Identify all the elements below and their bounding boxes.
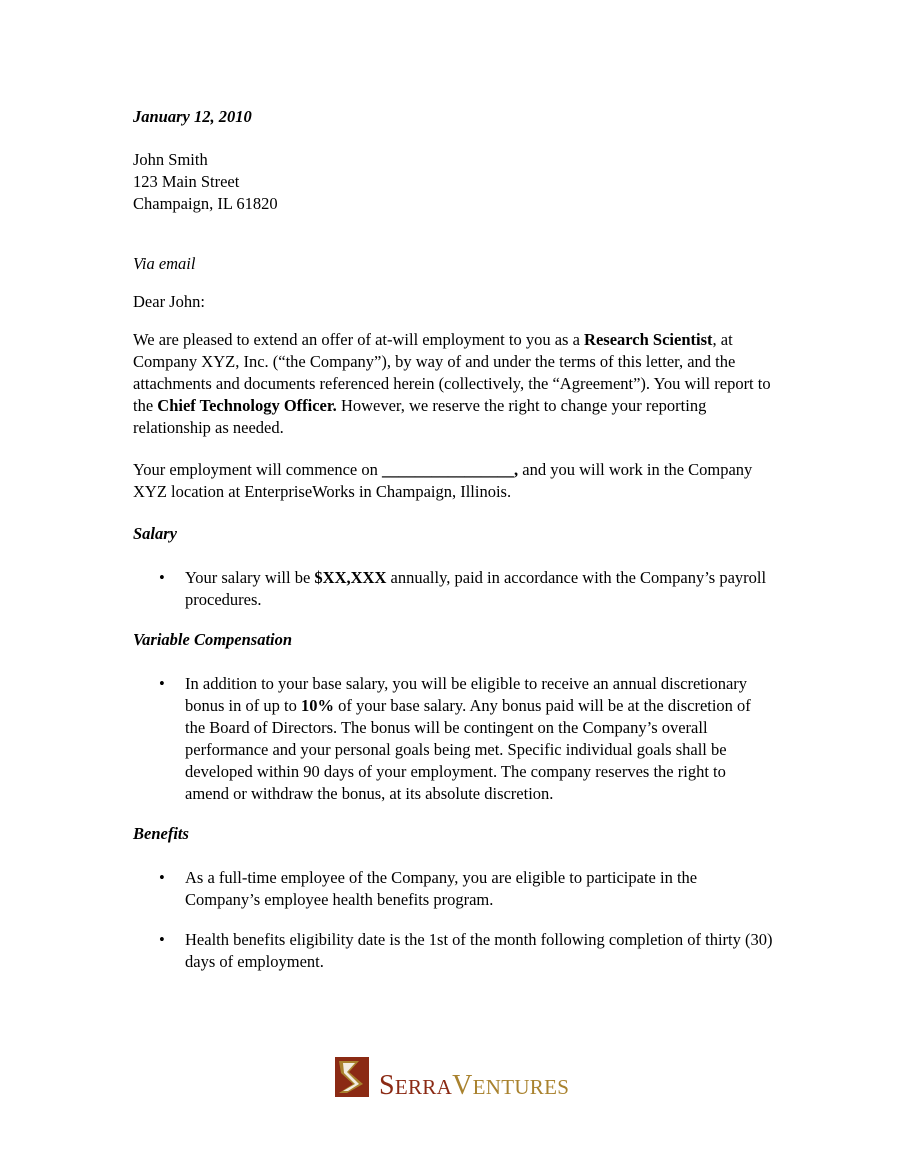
variable-comp-heading: Variable Compensation [133,630,293,649]
list-item [133,929,773,973]
benefits-list [133,867,773,973]
list-item [133,867,773,911]
bonus-text-1: In addition to your base salary, you will be eligible to receive an annual discretionary bonus in of up to [185,674,748,715]
recipient-city: Champaign, IL 61820 [133,194,278,213]
logo-word2-rest: ENTURES [472,1075,570,1099]
salary-text-2: annually, paid in accordance with the Company’s payroll procedures. [185,568,767,609]
logo-word1-cap: S [379,1070,395,1101]
bullet-icon: • [159,568,165,587]
bonus-text-2: of your base salary. Any bonus paid will be at the discretion of the Board of Directors. The bonus will be contingent on the Company’s overall performance and your personal goals being met. Specific individual goals shall be developed within 90 days of your employment. The company reserves the right to amend or withdraw the bonus, at its absolute discretion. [185,696,751,803]
benefits-heading: Benefits [133,824,189,843]
start-text-1: Your employment will commence on [133,460,382,479]
salary-heading: Salary [133,524,178,543]
salary-text-1: Your salary will be [185,568,315,587]
logo-wordmark [379,1070,569,1102]
salary-list [133,567,773,611]
company-logo [333,1056,573,1100]
recipient-street: 123 Main Street [133,172,240,191]
letter-date: January 12, 2010 [133,107,252,126]
logo-word1-rest: ERRA [394,1075,453,1099]
benefits-text-1: As a full-time employee of the Company, you are eligible to participate in the Company’s employee health benefits program. [185,868,698,909]
start-date-blank: ________________, [382,460,519,479]
bullet-icon: • [159,930,165,949]
benefits-text-2: Health benefits eligibility date is the 1st of the month following completion of thirty (30) days of employment. [185,930,773,971]
start-date-paragraph [133,459,773,503]
letter-body [133,106,773,991]
offer-text-1: We are pleased to extend an offer of at-will employment to you as a [133,330,585,349]
offer-text-3: However, we reserve the right to change your reporting relationship as needed. [133,396,707,437]
offer-text-2: , at Company XYZ, Inc. (“the Company”), by way of and under the terms of this letter, and the attachments and documents referenced herein (collectively, the “Agreement”). You will report to the [133,330,771,415]
salary-amount: $XX,XXX [314,568,387,587]
logo-word2-cap: V [452,1070,473,1101]
bullet-icon: • [159,674,165,693]
offer-paragraph [133,329,773,439]
recipient-address [133,149,773,215]
list-item [133,673,773,805]
job-title: Research Scientist [584,330,713,349]
start-text-2: and you will work in the Company XYZ location at EnterpriseWorks in Champaign, Illinois. [133,460,753,501]
serra-ventures-s-mark-icon [335,1057,369,1097]
bonus-percent: 10% [300,696,334,715]
reports-to: Chief Technology Officer. [157,396,337,415]
variable-comp-list [133,673,773,805]
delivery-method: Via email [133,254,196,273]
salutation: Dear John: [133,292,205,311]
list-item [133,567,773,611]
bullet-icon: • [159,868,165,887]
recipient-name: John Smith [133,150,208,169]
